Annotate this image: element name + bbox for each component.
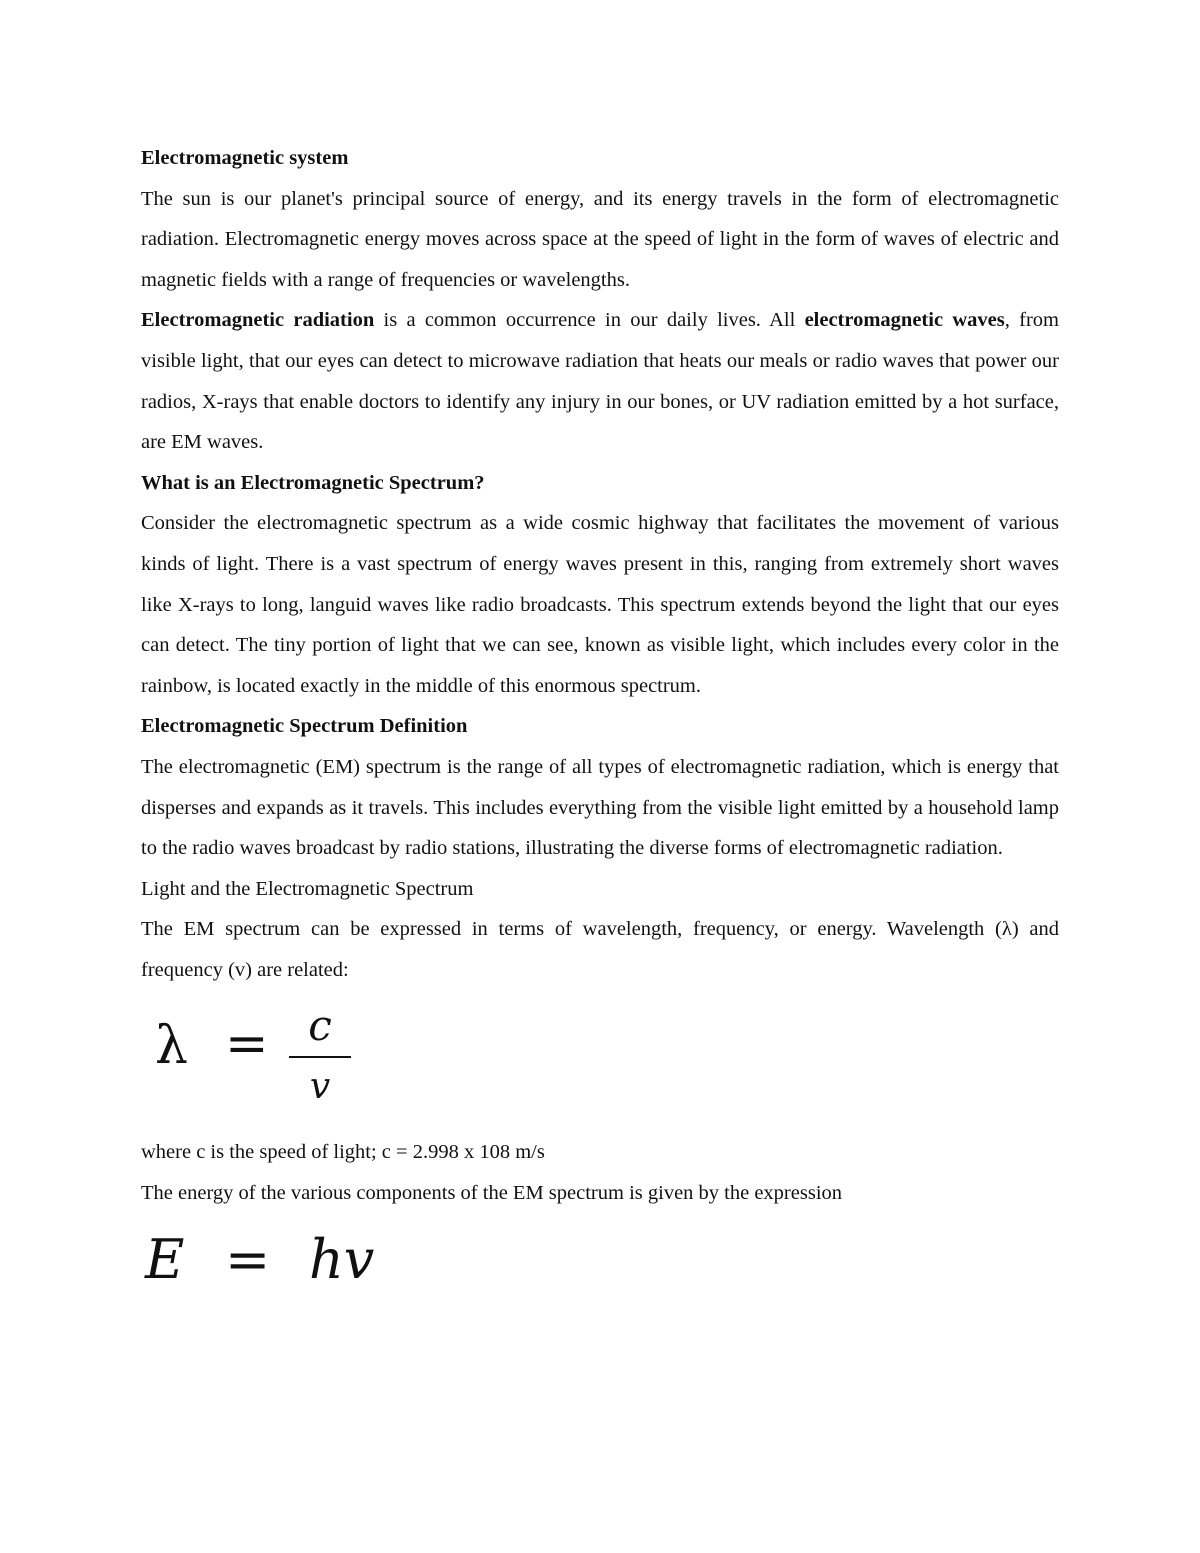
paragraph-em-radiation-text2: , from visible light, that our eyes can detect to microwave radiation that heats our meals or radio waves that power our radios, X-rays that enable doctors to identify any injury in our bones, or UV radiation emitted by a hot surface, are EM waves.	[141, 309, 1059, 454]
heading-what-is-em-spectrum: What is an Electromagnetic Spectrum?	[141, 471, 485, 494]
equation-wavelength	[141, 1000, 1059, 1132]
equation-equals-sign: =	[225, 1014, 269, 1075]
paragraph-em-radiation-text1: is a common occurrence in our daily lives. All	[374, 309, 805, 332]
equation-denominator: v	[309, 1066, 331, 1108]
equation-lambda: λ	[155, 1016, 188, 1077]
paragraph-energy-expression: The energy of the various components of the EM spectrum is given by the expression	[141, 1182, 843, 1205]
fraction-bar	[289, 1056, 351, 1058]
paragraph-speed-of-light: where c is the speed of light; c = 2.998 x 108 m/s	[141, 1141, 545, 1164]
document-page	[141, 138, 1059, 1308]
equation-energy-equals: =	[225, 1227, 271, 1291]
equation-energy	[141, 1228, 1059, 1308]
heading-light-and-em-spectrum: Light and the Electromagnetic Spectrum	[141, 877, 474, 900]
paragraph-em-radiation	[141, 300, 1059, 462]
bold-em-radiation: Electromagnetic radiation	[141, 309, 375, 332]
heading-em-spectrum-definition: Electromagnetic Spectrum Definition	[141, 715, 468, 738]
heading-electromagnetic-system: Electromagnetic system	[141, 147, 349, 169]
equation-energy-rhs: hv	[309, 1227, 375, 1291]
equation-fraction	[289, 1002, 351, 1108]
bold-em-waves: electromagnetic waves	[804, 309, 1005, 332]
paragraph-em-definition: The electromagnetic (EM) spectrum is the range of all types of electromagnetic radiation, which is energy that disperses and expands as it travels. This includes everything from the visible light emitted by a household lamp to the radio waves broadcast by radio stations, illustrating the diverse forms of electromagnetic radiation.	[141, 755, 1059, 860]
equation-numerator: c	[308, 1001, 332, 1051]
equation-energy-lhs: E	[145, 1227, 185, 1291]
paragraph-wavelength-frequency: The EM spectrum can be expressed in terms of wavelength, frequency, or energy. Wavelength (λ) and frequency (v) are related:	[141, 918, 1059, 981]
paragraph-sun-energy: The sun is our planet's principal source of energy, and its energy travels in the form of electromagnetic radiation. Electromagnetic energy moves across space at the speed of light in the form of waves of electric and magnetic fields with a range of frequencies or wavelengths.	[141, 187, 1059, 291]
paragraph-cosmic-highway: Consider the electromagnetic spectrum as a wide cosmic highway that facilitates the movement of various kinds of light. There is a vast spectrum of energy waves present in this, ranging from extremely short waves like X-rays to long, languid waves like radio broadcasts. This spectrum extends beyond the light that our eyes can detect. The tiny portion of light that we can see, known as visible light, which includes every color in the rainbow, is located exactly in the middle of this enormous spectrum.	[141, 512, 1059, 697]
